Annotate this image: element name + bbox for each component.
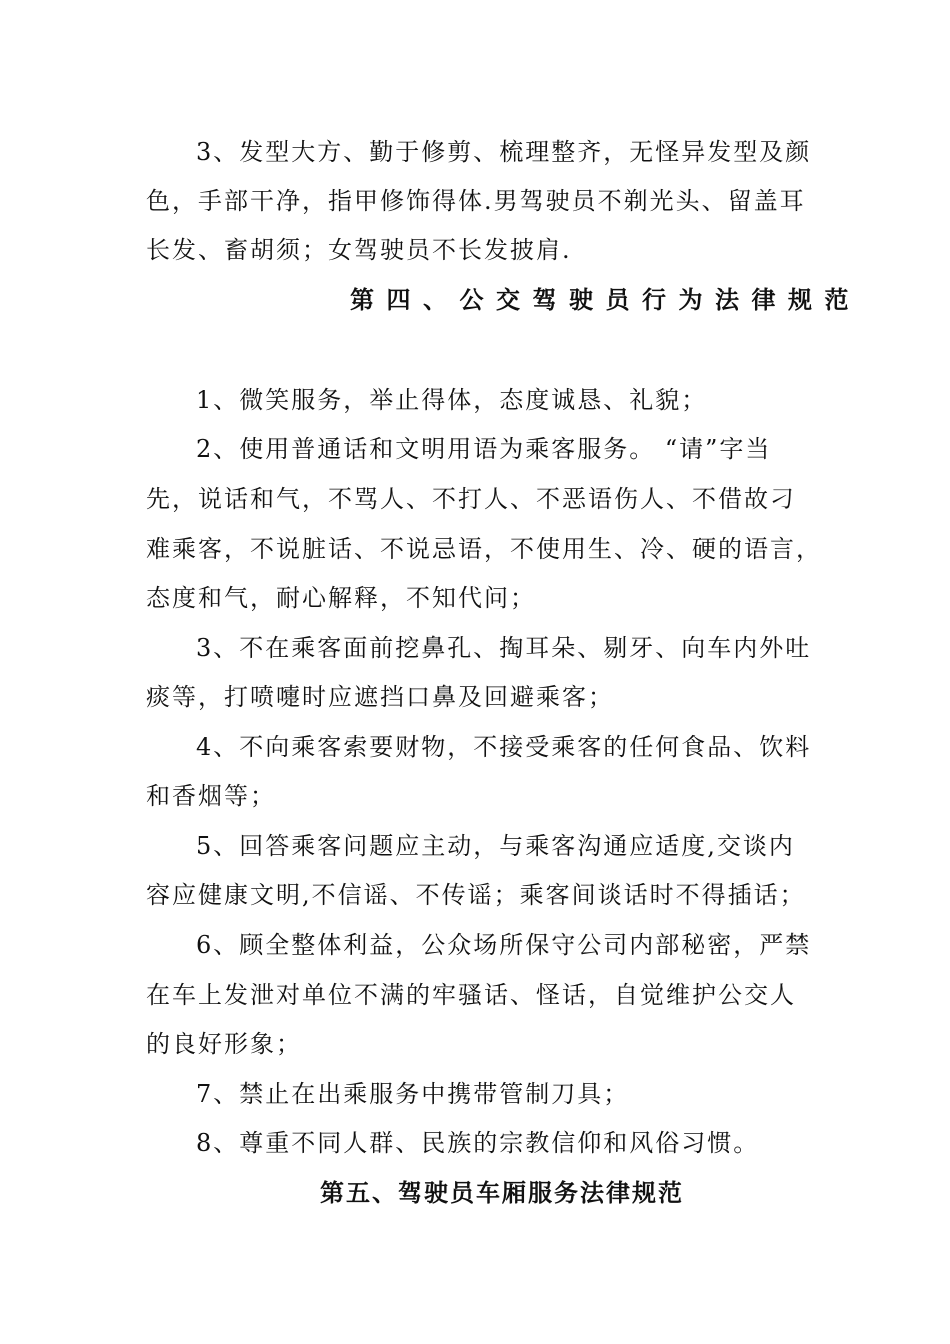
- list-item-line: 难乘客，不说脏话、不说忌语，不使用生、冷、硬的语言，: [146, 535, 822, 563]
- list-item-line: 容应健康文明,不信谣、不传谣；乘客间谈话时不得插话；: [146, 881, 806, 909]
- list-item-line: 4、不向乘客索要财物，不接受乘客的任何食品、饮料: [196, 733, 812, 761]
- list-item-line: 6、顾全整体利益，公众场所保守公司内部秘密，严禁: [196, 931, 812, 959]
- list-item-line: 1、微笑服务，举止得体，态度诚恳、礼貌；: [196, 386, 708, 414]
- list-item-line: 在车上发泄对单位不满的牢骚话、怪话，自觉维护公交人: [146, 981, 796, 1009]
- list-item-line: 的良好形象；: [146, 1030, 302, 1058]
- list-item-line: 3、不在乘客面前挖鼻孔、掏耳朵、剔牙、向车内外吐: [196, 634, 812, 662]
- paragraph-line: 长发、畜胡须；女驾驶员不长发披肩.: [146, 236, 572, 264]
- list-item-line: 痰等，打喷嚏时应遮挡口鼻及回避乘客；: [146, 683, 614, 711]
- paragraph-line: 色，手部干净，指甲修饰得体.男驾驶员不剃光头、留盖耳: [146, 187, 806, 215]
- section-heading-5: 第五、驾驶员车厢服务法律规范: [320, 1179, 684, 1207]
- list-item-line: 2、使用普通话和文明用语为乘客服务。 “请”字当: [196, 435, 772, 463]
- list-item-line: 7、禁止在出乘服务中携带管制刀具；: [196, 1080, 630, 1108]
- list-item-line: 5、回答乘客问题应主动，与乘客沟通应适度,交谈内: [196, 832, 795, 860]
- list-item-line: 8、尊重不同人群、民族的宗教信仰和风俗习惯。: [196, 1129, 760, 1157]
- paragraph-line: 3、发型大方、勤于修剪、梳理整齐，无怪异发型及颜: [196, 138, 812, 166]
- list-item-line: 先，说话和气，不骂人、不打人、不恶语伤人、不借故刁: [146, 485, 796, 513]
- section-heading-4: 第四、公交驾驶员行为法律规范: [350, 286, 861, 314]
- list-item-line: 态度和气，耐心解释，不知代问；: [146, 584, 536, 612]
- list-item-line: 和香烟等；: [146, 782, 276, 810]
